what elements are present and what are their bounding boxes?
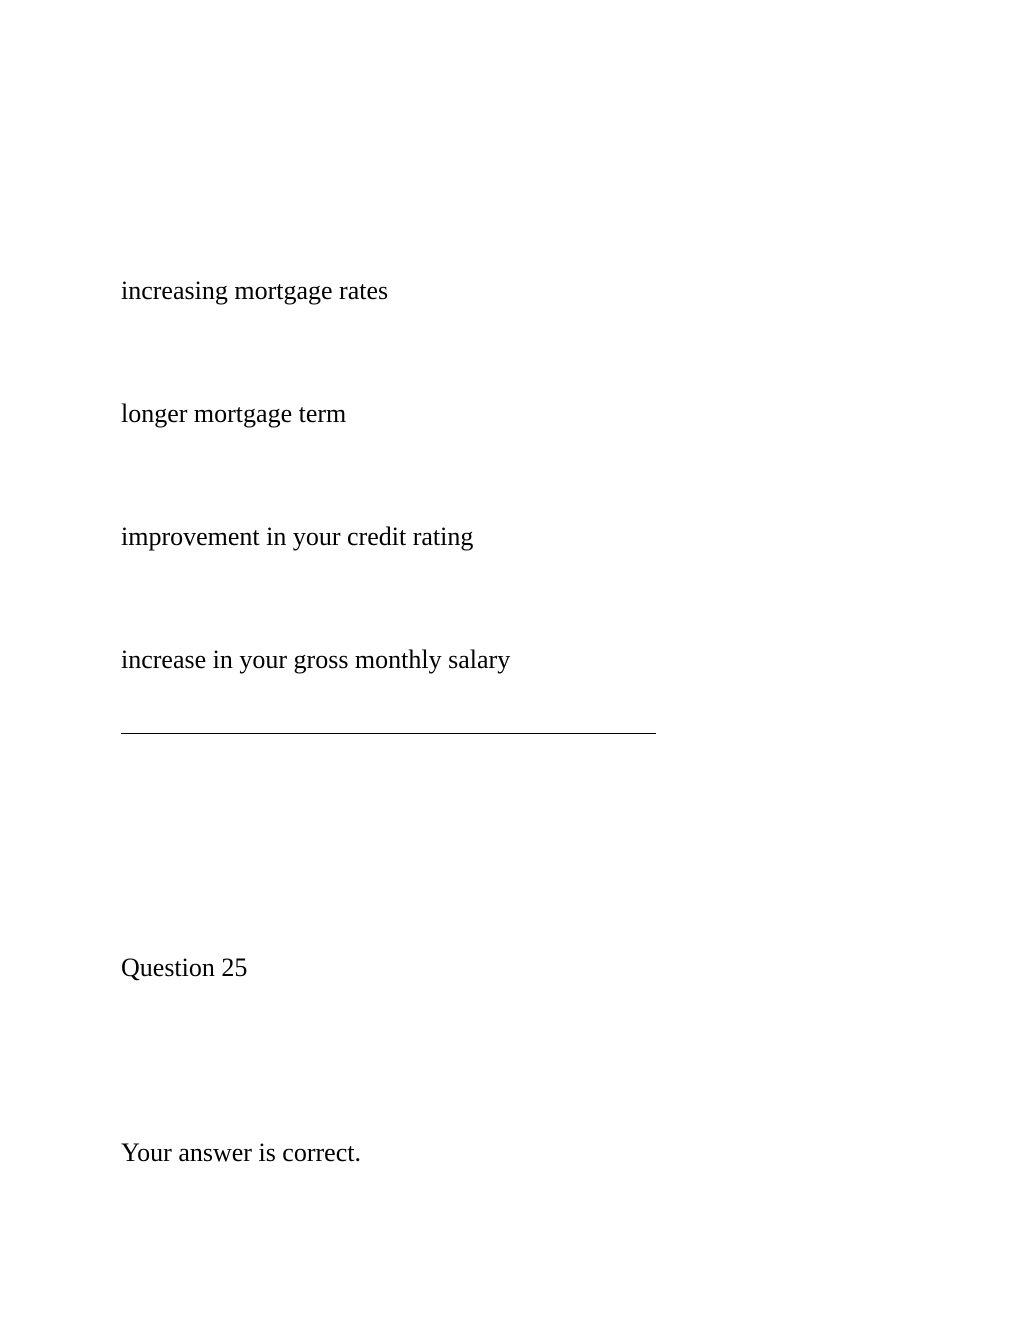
answer-option-2: longer mortgage term [121,399,347,428]
question-title: Question 25 [121,953,248,982]
answer-option-3: improvement in your credit rating [121,522,474,551]
separator-rule [121,733,656,734]
answer-option-4: increase in your gross monthly salary [121,645,511,674]
answer-feedback: Your answer is correct. [121,1138,361,1167]
answer-option-1: increasing mortgage rates [121,276,389,305]
